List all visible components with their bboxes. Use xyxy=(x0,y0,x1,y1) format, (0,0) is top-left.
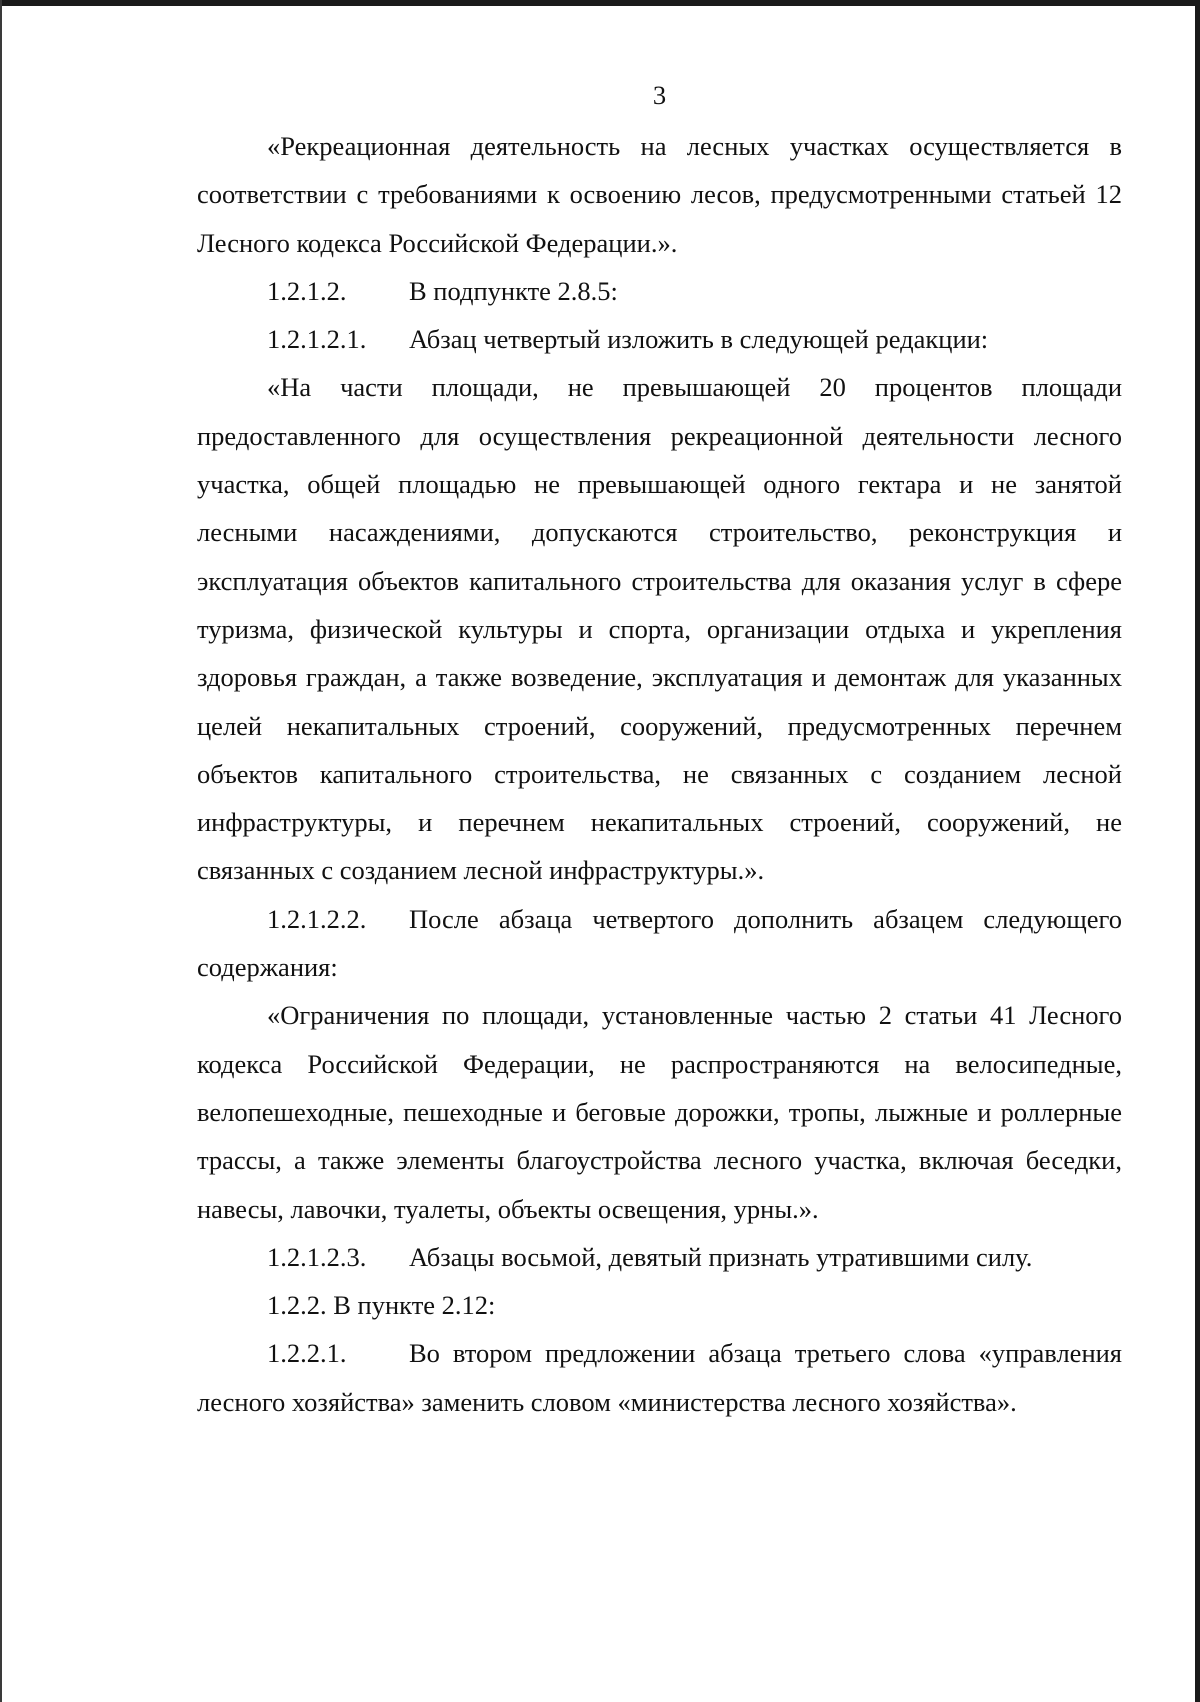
paragraph-recreational-activity: «Рекреационная деятельность на лесных участках осуществляется в соответствии с требованиями к освоению лесов, предусмотренными статьей 12 Лесного кодекса Российской Федерации.». xyxy=(197,131,1122,258)
paragraph-limitations: «Ограничения по площади, установленные частью 2 статьи 41 Лесного кодекса Российской Федерации, не распространяются на велосипедные, велопешеходные, пешеходные и беговые дорожки, тропы, лыжные и роллерные трассы, а также элементы благоустройства лесного участка, включая беседки, навесы, лавочки, туалеты, объекты освещения, урны.». xyxy=(197,1000,1122,1224)
item-text: Абзац четвертый изложить в следующей редакции: xyxy=(409,324,989,355)
item-number: 1.2.1.2.1. xyxy=(267,324,367,355)
item-1-2-1-2-2 xyxy=(197,895,1122,992)
item-text: После абзаца четвертого дополнить абзацем следующего содержания: xyxy=(197,903,1122,983)
item-number: 1.2.1.2. xyxy=(267,275,347,306)
scan-edge-right xyxy=(1195,0,1200,1702)
item-1-2-2-1 xyxy=(197,1329,1122,1426)
item-text: Во втором предложении абзаца третьего слова «управления лесного хозяйства» заменить словом «министерства лесного хозяйства». xyxy=(197,1338,1122,1417)
item-1-2-1-2-3 xyxy=(197,1233,1122,1281)
page-number: 3 xyxy=(652,80,667,110)
item-number: 1.2.1.2.3. xyxy=(267,1241,367,1272)
item-1-2-1-2-1 xyxy=(197,315,1122,363)
scan-edge-top xyxy=(0,0,1200,6)
item-text: Абзацы восьмой, девятый признать утратившими силу. xyxy=(409,1241,1033,1272)
item-number: 1.2.1.2.2. xyxy=(267,903,367,934)
document-body xyxy=(197,74,1122,1426)
item-text: В подпункте 2.8.5: xyxy=(409,275,618,306)
scan-edge-left xyxy=(0,0,2,1702)
item-number: 1.2.2.1. xyxy=(267,1338,347,1369)
item-1-2-2: 1.2.2. В пункте 2.12: xyxy=(267,1290,496,1321)
item-1-2-1-2 xyxy=(197,267,1122,315)
paragraph-area-restriction: «На части площади, не превышающей 20 процентов площади предоставленного для осуществления рекреационной деятельности лесного участка, общей площадью не превышающей одного гектара и не занятой лесными насаждениями, допускаются строительство, реконструкция и эксплуатация объектов капитального строительства для оказания услуг в сфере туризма, физической культуры и спорта, организации отдыха и укрепления здоровья граждан, а также возведение, эксплуатация и демонтаж для указанных целей некапитальных строений, сооружений, предусмотренных перечнем объектов капитального строительства, не связанных с созданием лесной инфраструктуры, и перечнем некапитальных строений, сооружений, не связанных с созданием лесной инфраструктуры.». xyxy=(197,372,1122,886)
